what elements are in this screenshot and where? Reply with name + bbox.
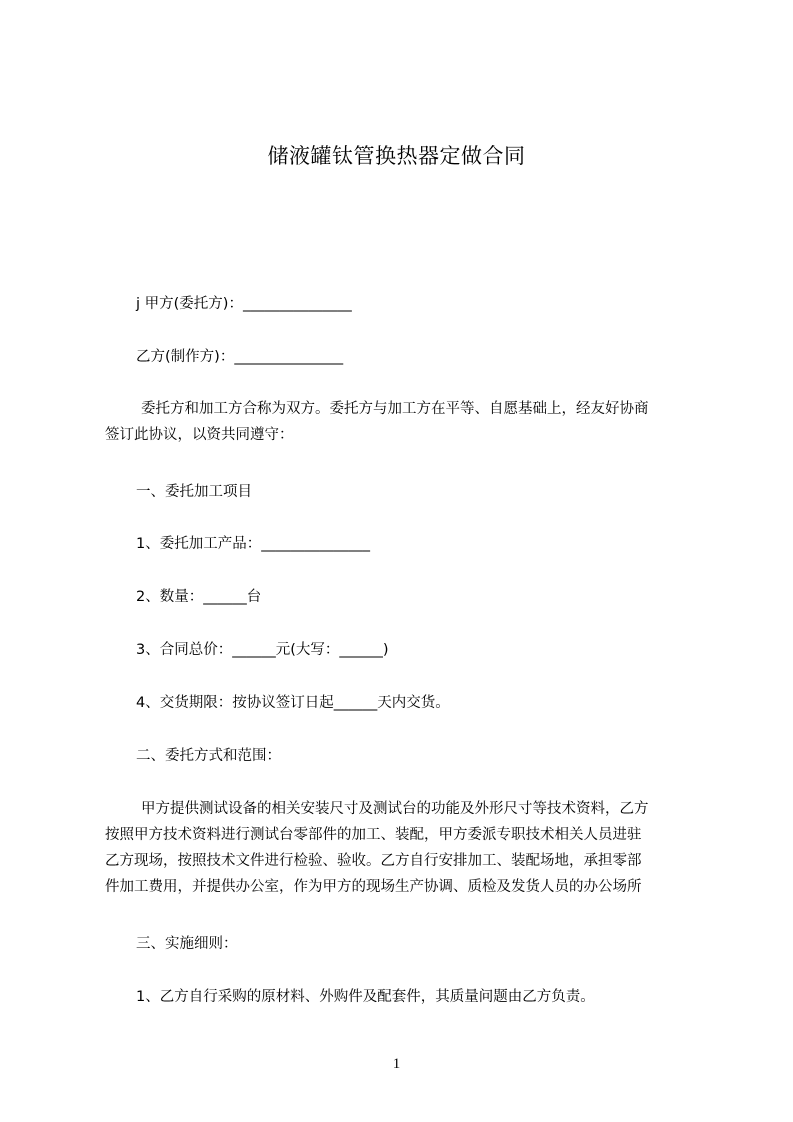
document-title: 储液罐钛管换热器定做合同 [267,144,526,168]
section-2-line-2: 按照甲方技术资料进行测试台零部件的加工、装配，甲方委派专职技术相关人员进驻 [105,827,642,843]
intro-paragraph [105,396,700,448]
item-quantity: 2、数量：______台 [136,589,262,605]
section-2-line-1: 甲方提供测试设备的相关安装尺寸及测试台的功能及外形尺寸等技术资料，乙方 [141,801,649,817]
section-3-heading: 三、实施细则： [136,936,238,952]
item-total-price: 3、合同总价：______元(大写：______) [136,642,389,658]
intro-line-1: 委托方和加工方合称为双方。委托方与加工方在平等、自愿基础上，经友好协商 [141,401,649,417]
item-delivery-period: 4、交货期限：按协议签订日起______天内交货。 [136,695,450,711]
party-a-line: j 甲方(委托方)：_______________ [136,296,352,312]
section-3-item-1: 1、乙方自行采购的原材料、外购件及配套件，其质量问题由乙方负责。 [136,989,595,1005]
section-2-paragraph [105,796,700,900]
item-product: 1、委托加工产品：_______________ [136,536,370,552]
intro-line-2: 签订此协议，以资共同遵守： [105,427,294,443]
page-number: 1 [392,1056,401,1072]
section-2-heading: 二、委托方式和范围： [136,748,281,764]
section-2-line-4: 件加工费用，并提供办公室，作为甲方的现场生产协调、质检及发货人员的办公场所 [105,879,642,895]
party-b-line: 乙方(制作方)：_______________ [136,349,344,365]
section-2-line-3: 乙方现场，按照技术文件进行检验、验收。乙方自行安排加工、装配场地，承担零部 [105,853,642,869]
section-1-heading: 一、委托加工项目 [136,484,252,500]
